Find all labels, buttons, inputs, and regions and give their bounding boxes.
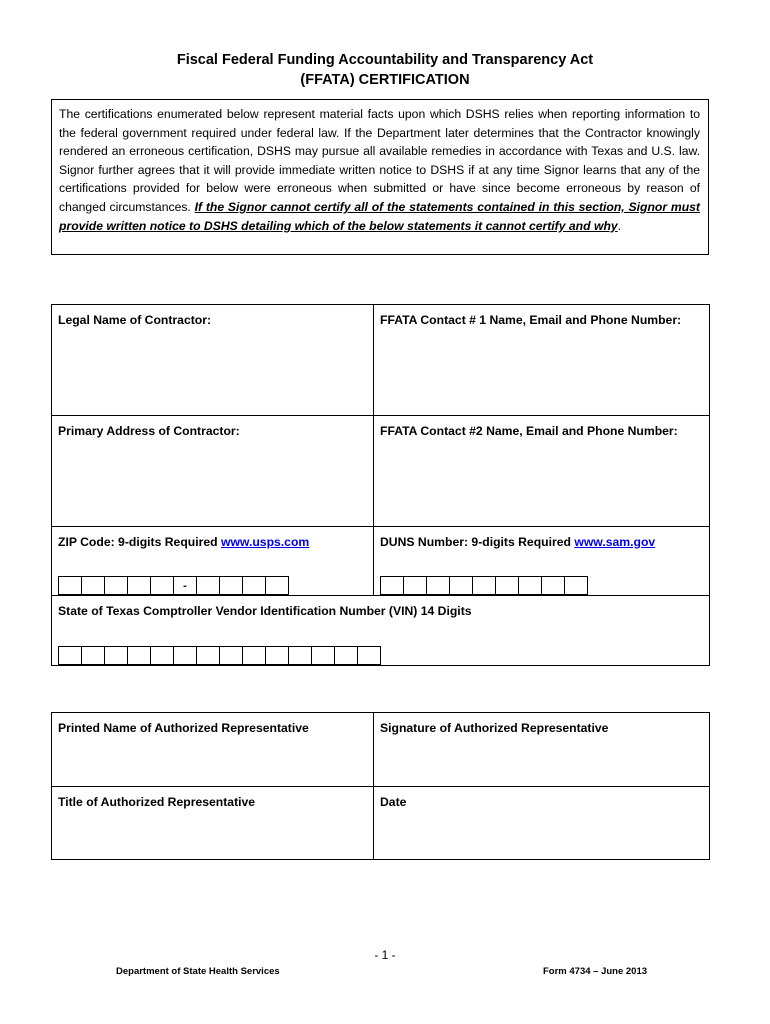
vin-digit-box[interactable] — [357, 646, 381, 665]
duns-digit-box[interactable] — [518, 576, 542, 595]
vin-digit-box[interactable] — [173, 646, 197, 665]
zip-digit-box[interactable] — [150, 576, 174, 595]
vin-boxes — [58, 646, 381, 665]
vin-digit-box[interactable] — [104, 646, 128, 665]
form-title-line2: (FFATA) CERTIFICATION — [300, 72, 470, 88]
vin-digit-box[interactable] — [311, 646, 335, 665]
zip-code-boxes — [58, 576, 289, 595]
vin-digit-box[interactable] — [196, 646, 220, 665]
legal-name-field[interactable] — [52, 305, 374, 416]
primary-address-field[interactable] — [52, 416, 374, 527]
vin-digit-box[interactable] — [150, 646, 174, 665]
vin-digit-box[interactable] — [242, 646, 266, 665]
form-title-line1: Fiscal Federal Funding Accountability and Transparency Act — [176, 52, 594, 68]
legal-name-label: Legal Name of Contractor: — [58, 313, 212, 327]
certification-notice — [51, 99, 709, 255]
zip-digit-box[interactable] — [242, 576, 266, 595]
vin-digit-box[interactable] — [81, 646, 105, 665]
ffata-contact1-field[interactable] — [374, 305, 710, 416]
duns-number-field — [374, 527, 710, 596]
ffata-contact1-label: FFATA Contact # 1 Name, Email and Phone Number: — [380, 313, 682, 327]
duns-digit-box[interactable] — [426, 576, 450, 595]
rep-title-field[interactable] — [52, 787, 374, 860]
vin-field — [52, 596, 710, 666]
zip-code-label-text: ZIP Code: 9-digits Required — [58, 535, 221, 549]
duns-digit-box[interactable] — [449, 576, 473, 595]
duns-digit-box[interactable] — [472, 576, 496, 595]
vin-digit-box[interactable] — [265, 646, 289, 665]
duns-number-label — [374, 527, 709, 549]
primary-address-label: Primary Address of Contractor: — [58, 424, 240, 438]
zip-digit-box[interactable] — [265, 576, 289, 595]
usps-link[interactable]: www.usps.com — [220, 535, 310, 549]
printed-name-field[interactable] — [52, 713, 374, 787]
vin-digit-box[interactable] — [219, 646, 243, 665]
duns-number-boxes — [380, 576, 588, 595]
notice-end: . — [617, 218, 622, 233]
zip-digit-box[interactable] — [219, 576, 243, 595]
date-field[interactable] — [374, 787, 710, 860]
zip-separator: - — [173, 576, 197, 595]
rep-title-label: Title of Authorized Representative — [58, 795, 256, 809]
form-id: Form 4734 – June 2013 — [543, 966, 648, 977]
duns-digit-box[interactable] — [403, 576, 427, 595]
duns-number-label-text: DUNS Number: 9-digits Required — [380, 535, 575, 549]
printed-name-label: Printed Name of Authorized Representative — [58, 721, 309, 735]
zip-digit-box[interactable] — [127, 576, 151, 595]
vin-digit-box[interactable] — [127, 646, 151, 665]
duns-digit-box[interactable] — [541, 576, 565, 595]
zip-digit-box[interactable] — [104, 576, 128, 595]
ffata-contact2-label: FFATA Contact #2 Name, Email and Phone Number: — [380, 424, 678, 438]
department-name: Department of State Health Services — [116, 966, 280, 977]
date-label: Date — [380, 795, 407, 809]
page-number: - 1 - — [374, 948, 396, 962]
ffata-contact2-field[interactable] — [374, 416, 710, 527]
duns-digit-box[interactable] — [495, 576, 519, 595]
vin-label: State of Texas Comptroller Vendor Identification Number (VIN) 14 Digits — [58, 604, 472, 618]
zip-code-label — [52, 527, 373, 549]
signature-field[interactable] — [374, 713, 710, 787]
zip-code-field — [52, 527, 374, 596]
signature-label: Signature of Authorized Representative — [380, 721, 609, 735]
vin-digit-box[interactable] — [334, 646, 358, 665]
zip-digit-box[interactable] — [58, 576, 82, 595]
representative-table — [51, 712, 710, 860]
duns-digit-box[interactable] — [564, 576, 588, 595]
sam-link[interactable]: www.sam.gov — [574, 535, 656, 549]
vin-digit-box[interactable] — [58, 646, 82, 665]
zip-digit-box[interactable] — [81, 576, 105, 595]
notice-emphasis: If the Signor cannot certify all of the statements contained in this section, Signor must provide written notice to DSHS detailing which of the below statements it cannot certify and why — [59, 199, 700, 233]
notice-text: The certifications enumerated below represent material facts upon which DSHS relies when reporting information to the federal government required under federal law. If the Department later determines that the Contractor knowingly rendered an erroneous certification, DSHS may pursue all available remedies in accordance with Texas and U.S. law. Signor further agrees that it will provide immediate written notice to DSHS if at any time Signor learns that any of the certifications provided for below were erroneous when submitted or have since become erroneous by reason of changed circumstances. — [59, 107, 700, 214]
vin-digit-box[interactable] — [288, 646, 312, 665]
contractor-info-table — [51, 304, 710, 666]
zip-digit-box[interactable] — [196, 576, 220, 595]
duns-digit-box[interactable] — [380, 576, 404, 595]
